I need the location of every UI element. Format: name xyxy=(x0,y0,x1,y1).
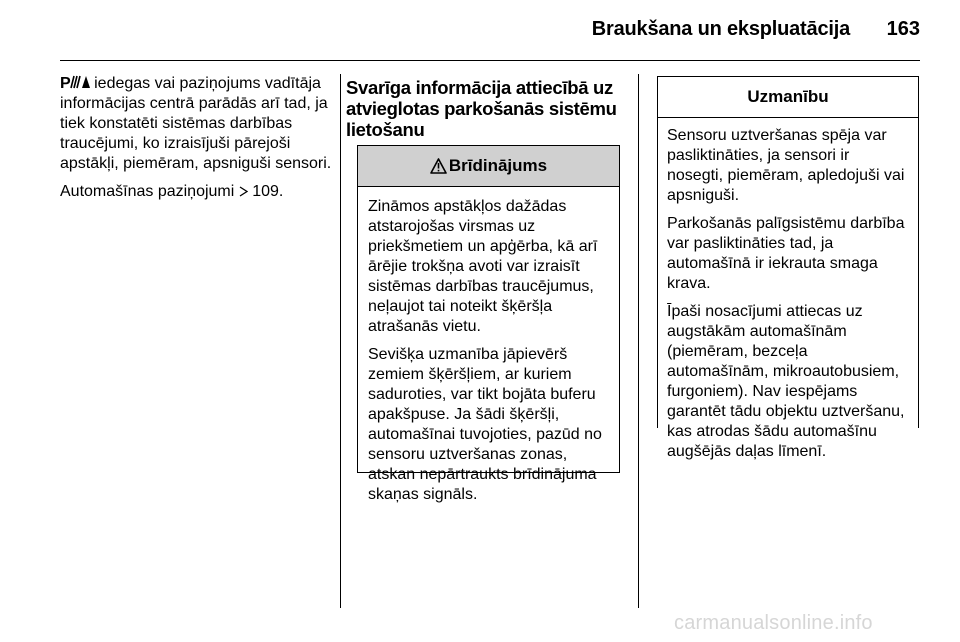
note-paragraph-3: Īpaši nosacījumi attiecas uz augstākām automašīnām (piemēram, bezceļa automašīnām, mikroautobusiem, furgoniem). Nav iespējams garantēt tādu objektu uztveršanu, kas atrodas šādu automašīnu augšējās daļas līmenī. xyxy=(667,303,905,460)
page-number: 163 xyxy=(886,18,920,40)
paragraph-sensor-fault-text: iedegas vai paziņojums vadītāja informācijas centrā parādās arī tad, ja tiek konstatēti sistēmas darbības traucējumi, ko izraisījuši pārejoši apstākļi, piemēram, apsniguši sensori. xyxy=(60,75,332,172)
section-heading: Svarīga informācija attiecībā uz atvieglotas parkošanās sistēmu lietošanu xyxy=(346,77,617,140)
warning-paragraph-1: Zināmos apstākļos dažādas atstarojošas virsmas uz priekšmetiem un apģērba, kā arī ārējie trokšņa avoti var izraisīt sistēmas darbības traucējumus, neļaujot tai noteikt šķēršļa atrašanās vietu. xyxy=(368,198,598,335)
note-header xyxy=(658,77,918,118)
note-title: Uzmanību xyxy=(747,87,829,106)
page-title: Braukšana un ekspluatācija xyxy=(591,18,850,40)
note-box xyxy=(657,76,919,460)
page-reference-link[interactable]: 109. xyxy=(247,183,284,200)
warning-header xyxy=(358,146,619,187)
warning-box xyxy=(357,145,620,503)
warning-paragraph-2: Sevišķa uzmanība jāpievērš zemiem šķēršļiem, ar kuriem saduroties, var tikt bojāta buferu apakšpuse. Ja šādi šķēršļi, automašīnai tuvojoties, pazūd no sensoru uztveršanas zonas, atskan nepārtraukts brīdinājuma skaņas signāls. xyxy=(368,346,602,503)
column-divider-left xyxy=(340,74,341,608)
page-reference-arrow-icon xyxy=(239,183,248,200)
warning-title: Brīdinājums xyxy=(448,156,548,175)
note-body xyxy=(658,118,918,462)
column-divider-right xyxy=(638,74,639,608)
note-paragraph-2: Parkošanās palīgsistēmu darbība var pasliktināties tad, ja automašīnā ir iekrauta smaga krava. xyxy=(667,215,905,292)
note-paragraph-1: Sensoru uztveršanas spēja var pasliktināties, ja sensori ir nosegti, piemēram, apledojuši vai apsniguši. xyxy=(667,127,905,204)
paragraph-sensor-fault xyxy=(60,74,332,174)
paragraph-vehicle-messages-text: Automašīnas paziņojumi xyxy=(60,183,239,200)
paragraph-vehicle-messages xyxy=(60,182,332,202)
warning-body xyxy=(358,187,619,505)
header-rule xyxy=(60,60,920,61)
watermark: carmanualsonline.info xyxy=(674,612,873,634)
parking-sensor-warning-icon: P xyxy=(60,75,90,92)
column-1 xyxy=(60,74,332,202)
warning-triangle-icon xyxy=(430,158,447,174)
